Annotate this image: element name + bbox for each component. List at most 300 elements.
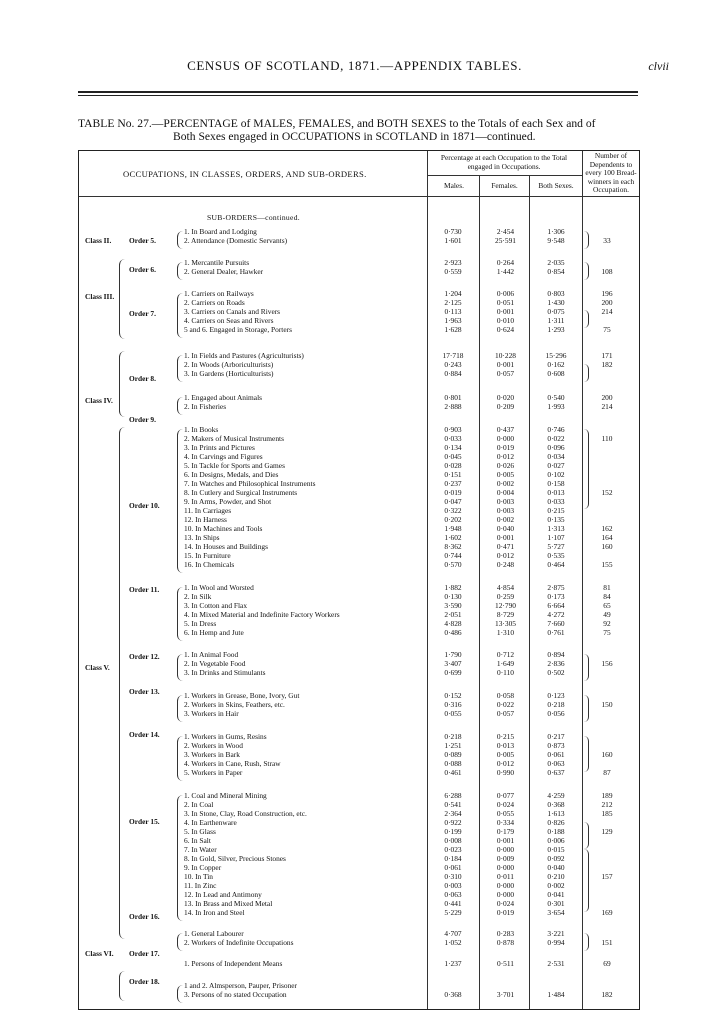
sub-order-label: 2. General Dealer, Hawker — [184, 267, 264, 276]
females-pct: 0·001 — [496, 360, 515, 369]
header-rule-thin — [78, 95, 638, 96]
females-pct: 0·003 — [496, 506, 515, 515]
sub-order-label: 5. In Dress — [184, 619, 217, 628]
order-7-brace — [177, 293, 183, 338]
order-label: Order 11. — [129, 585, 160, 594]
table-row — [79, 470, 639, 479]
table-row — [79, 461, 639, 470]
males-pct: 0·310 — [444, 872, 462, 881]
females-pct: 0·012 — [496, 551, 515, 560]
order-label: Order 8. — [129, 374, 156, 383]
dependents-header: Number of Dependents to every 100 Bread-winners in each Occupation. — [585, 151, 637, 194]
males-pct: 2·923 — [444, 258, 462, 267]
both-sexes-pct: 1·484 — [547, 990, 565, 999]
both-sexes-pct: 2·836 — [547, 659, 565, 668]
sub-order-label: 11. In Zinc — [184, 881, 217, 890]
order-18-brace — [177, 985, 183, 1003]
sub-order-label: 16. In Chemicals — [184, 560, 235, 569]
table-row — [79, 650, 639, 659]
table-row — [79, 258, 639, 267]
sub-order-label: 6. In Hemp and Jute — [184, 628, 244, 637]
males-pct: 4·828 — [444, 619, 462, 628]
females-pct: 0·010 — [496, 316, 515, 325]
order-label: Order 7. — [129, 309, 156, 318]
females-pct: 0·000 — [496, 881, 515, 890]
both-sexes-pct: 0·873 — [547, 741, 565, 750]
males-pct: 0·316 — [444, 700, 462, 709]
table-row — [79, 709, 639, 718]
both-sexes-pct: 7·660 — [547, 619, 565, 628]
males-pct: 0·322 — [444, 506, 462, 515]
sub-order-label: 13. In Brass and Mixed Metal — [184, 899, 273, 908]
females-pct: 0·000 — [496, 890, 515, 899]
females-pct: 0·000 — [496, 845, 515, 854]
sub-order-label: 14. In Houses and Buildings — [184, 542, 268, 551]
sub-order-label: 4. In Earthenware — [184, 818, 237, 827]
order-label: Order 6. — [129, 265, 156, 274]
both-sexes-pct: 0·464 — [547, 560, 565, 569]
both-sexes-pct: 0·535 — [547, 551, 565, 560]
sub-order-label: 9. In Copper — [184, 863, 222, 872]
pct-header-rule — [427, 175, 582, 176]
table-row — [79, 959, 639, 968]
males-pct: 0·061 — [444, 863, 462, 872]
both-sexes-pct: 0·854 — [547, 267, 565, 276]
males-pct: 2·888 — [444, 402, 462, 411]
sub-order-label: 5. Workers in Paper — [184, 768, 243, 777]
females-pct: 0·209 — [496, 402, 515, 411]
class-label: Class IV. — [85, 396, 113, 405]
females-pct: 0·057 — [496, 369, 515, 378]
both-sexes-pct: 0·502 — [547, 668, 565, 677]
males-pct: 2·051 — [444, 610, 462, 619]
females-pct: 0·878 — [496, 938, 515, 947]
males-pct: 0·130 — [444, 592, 462, 601]
both-sexes-pct: 2·875 — [547, 583, 565, 592]
females-pct: 0·040 — [496, 524, 515, 533]
both-sexes-pct: 0·301 — [547, 899, 565, 908]
table-row — [79, 845, 639, 854]
dependents-value: 214 — [601, 402, 613, 411]
males-pct: 1·628 — [444, 325, 462, 334]
females-pct: 0·024 — [496, 800, 515, 809]
table-title-line1: TABLE No. 27.—PERCENTAGE of MALES, FEMALES, and BOTH SEXES to the Totals of each Sex and of — [78, 117, 596, 130]
dependents-value: 189 — [601, 791, 613, 800]
males-pct: 0·730 — [444, 227, 462, 236]
sub-order-label: 3. In Prints and Pictures — [184, 443, 255, 452]
both-sexes-pct: 0·102 — [547, 470, 565, 479]
sub-order-label: 12. In Lead and Antimony — [184, 890, 262, 899]
females-pct: 0·026 — [496, 461, 515, 470]
dependents-value: 110 — [601, 434, 613, 443]
dependents-value: 33 — [603, 236, 611, 245]
males-pct: 0·243 — [444, 360, 462, 369]
females-pct: 0·012 — [496, 759, 515, 768]
table-row — [79, 691, 639, 700]
females-pct: 0·005 — [496, 750, 515, 759]
table-row — [79, 393, 639, 402]
females-pct: 0·022 — [496, 700, 515, 709]
males-pct: 0·202 — [444, 515, 462, 524]
sub-order-label: 2. In Vegetable Food — [184, 659, 246, 668]
females-pct: 0·019 — [496, 443, 515, 452]
table-row — [79, 488, 639, 497]
sub-order-label: 1. Coal and Mineral Mining — [184, 791, 267, 800]
both-sexes-pct: 2·035 — [547, 258, 565, 267]
sub-order-label: 5. In Tackle for Sports and Games — [184, 461, 285, 470]
both-sexes-pct: 0·162 — [547, 360, 565, 369]
males-pct: 4·707 — [444, 929, 462, 938]
males-pct: 0·023 — [444, 845, 462, 854]
males-pct: 1·251 — [444, 741, 462, 750]
both-sexes-pct: 1·306 — [547, 227, 565, 236]
both-sexes-pct: 1·313 — [547, 524, 565, 533]
both-sexes-pct: 0·158 — [547, 479, 565, 488]
females-pct: 0·001 — [496, 307, 515, 316]
females-pct: 4·854 — [496, 583, 515, 592]
dependents-value: 185 — [601, 809, 613, 818]
both-sexes-pct: 0·034 — [547, 452, 565, 461]
males-pct: 0·008 — [444, 836, 462, 845]
both-sexes-pct: 3·654 — [547, 908, 565, 917]
both-sexes-pct: 0·061 — [547, 750, 565, 759]
both-sexes-pct: 0·217 — [547, 732, 565, 741]
males-pct: 0·237 — [444, 479, 462, 488]
females-pct: 0·215 — [496, 732, 515, 741]
sub-order-label: 2. Workers of Indefinite Occupations — [184, 938, 294, 947]
table-row — [79, 351, 639, 360]
males-pct: 1·790 — [444, 650, 462, 659]
females-pct: 1·649 — [496, 659, 515, 668]
dependents-value: 196 — [601, 289, 613, 298]
running-title: CENSUS OF SCOTLAND, 1871.—APPENDIX TABLES. — [187, 58, 522, 73]
females-pct: 0·000 — [496, 434, 515, 443]
order-label: Order 17. — [129, 949, 160, 958]
dep-brace-order7 — [584, 310, 589, 328]
both-sexes-pct: 0·006 — [547, 836, 565, 845]
sub-order-label: 3. In Drinks and Stimulants — [184, 668, 266, 677]
table-row — [79, 551, 639, 560]
females-pct: 0·058 — [496, 691, 515, 700]
table-row — [79, 452, 639, 461]
sub-order-label: 4. Workers in Cane, Rush, Straw — [184, 759, 281, 768]
females-pct: 0·001 — [496, 533, 515, 542]
dependents-value: 108 — [601, 267, 613, 276]
order-label: Order 14. — [129, 730, 160, 739]
males-pct: 0·089 — [444, 750, 462, 759]
sub-order-label: 5. In Glass — [184, 827, 216, 836]
sub-order-label: 5 and 6. Engaged in Storage, Porters — [184, 325, 292, 334]
sub-order-label: 1. Carriers on Railways — [184, 289, 254, 298]
table-row — [79, 592, 639, 601]
males-pct: 0·199 — [444, 827, 462, 836]
males-pct: 0·088 — [444, 759, 462, 768]
males-pct: 1·963 — [444, 316, 462, 325]
females-pct: 0·009 — [496, 854, 515, 863]
class-iii-brace — [119, 259, 125, 339]
males-header: Males. — [444, 181, 464, 190]
males-pct: 17·718 — [442, 351, 464, 360]
males-pct: 0·541 — [444, 800, 462, 809]
both-sexes-pct: 0·013 — [547, 488, 565, 497]
both-sexes-pct: 0·027 — [547, 461, 565, 470]
sub-order-label: 14. In Iron and Steel — [184, 908, 245, 917]
females-header: Females. — [491, 181, 518, 190]
table-row — [79, 425, 639, 434]
females-pct: 10·228 — [495, 351, 516, 360]
dependents-value: 160 — [601, 750, 613, 759]
males-pct: 1·601 — [444, 236, 462, 245]
dependents-value: 160 — [601, 542, 613, 551]
dependents-value: 75 — [603, 628, 611, 637]
females-pct: 0·051 — [496, 298, 515, 307]
table-row — [79, 700, 639, 709]
sub-order-label: 12. In Harness — [184, 515, 227, 524]
sub-order-label: 2. Workers in Wood — [184, 741, 243, 750]
dependents-value: 157 — [601, 872, 613, 881]
males-pct: 0·047 — [444, 497, 462, 506]
dependents-value: 152 — [601, 488, 613, 497]
both-sexes-pct: 4·272 — [547, 610, 565, 619]
males-pct: 3·407 — [444, 659, 462, 668]
table-title-line2: Both Sexes engaged in OCCUPATIONS in SCOTLAND in 1871—continued. — [173, 130, 536, 143]
table-row — [79, 759, 639, 768]
males-pct: 1·882 — [444, 583, 462, 592]
table-row — [79, 533, 639, 542]
sub-order-label: 8. In Cutlery and Surgical Instruments — [184, 488, 298, 497]
sub-order-label: 7. In Watches and Philosophical Instruments — [184, 479, 316, 488]
sub-order-label: 4. In Mixed Material and Indefinite Factory Workers — [184, 610, 340, 619]
dependents-value: 129 — [601, 827, 613, 836]
males-pct: 0·441 — [444, 899, 462, 908]
females-pct: 1·310 — [496, 628, 515, 637]
females-pct: 0·248 — [496, 560, 515, 569]
both-sexes-pct: 0·188 — [547, 827, 565, 836]
table-row — [79, 325, 639, 334]
males-pct: 0·461 — [444, 768, 462, 777]
dependents-value: 69 — [603, 959, 611, 968]
females-pct: 0·624 — [496, 325, 515, 334]
males-pct: 0·113 — [444, 307, 462, 316]
sub-order-label: 9. In Arms, Powder, and Shot — [184, 497, 272, 506]
table-row — [79, 628, 639, 637]
sub-order-label: 3. In Gardens (Horticulturists) — [184, 369, 274, 378]
order-label: Order 9. — [129, 415, 156, 424]
both-sexes-pct: 0·218 — [547, 700, 565, 709]
order-label: Order 10. — [129, 501, 160, 510]
class-label: Class II. — [85, 236, 112, 245]
sub-order-label: 1. In Animal Food — [184, 650, 239, 659]
females-pct: 0·712 — [496, 650, 515, 659]
order-label: Order 5. — [129, 236, 156, 245]
dep-brace-order14 — [584, 736, 589, 772]
males-pct: 1·948 — [444, 524, 462, 533]
order-9-brace — [177, 397, 183, 415]
sub-order-label: 2. Attendance (Domestic Servants) — [184, 236, 288, 245]
sub-order-label: 4. In Carvings and Figures — [184, 452, 263, 461]
both-sexes-pct: 5·727 — [547, 542, 565, 551]
table-row — [79, 863, 639, 872]
dependents-value: 200 — [601, 393, 613, 402]
table-row — [79, 836, 639, 845]
both-sexes-pct: 0·096 — [547, 443, 565, 452]
males-pct: 0·003 — [444, 881, 462, 890]
table-row — [79, 610, 639, 619]
sub-order-label: 2. In Woods (Arboriculturists) — [184, 360, 274, 369]
sub-order-label: 3. In Stone, Clay, Road Construction, etc. — [184, 809, 307, 818]
both-sexes-pct: 3·221 — [547, 929, 565, 938]
males-pct: 1·052 — [444, 938, 462, 947]
females-pct: 0·002 — [496, 515, 515, 524]
males-pct: 0·151 — [444, 470, 462, 479]
both-sexes-pct: 0·135 — [547, 515, 565, 524]
males-pct: 2·125 — [444, 298, 462, 307]
females-pct: 0·110 — [497, 668, 514, 677]
females-pct: 0·437 — [496, 425, 515, 434]
dependents-value: 87 — [603, 768, 611, 777]
table-row — [79, 990, 639, 999]
page-header — [0, 58, 709, 82]
table-row — [79, 443, 639, 452]
table-row — [79, 741, 639, 750]
both-sexes-pct: 0·015 — [547, 845, 565, 854]
males-pct: 1·204 — [444, 289, 462, 298]
both-sexes-pct: 1·311 — [547, 316, 565, 325]
both-sexes-pct: 0·075 — [547, 307, 565, 316]
females-pct: 0·334 — [496, 818, 515, 827]
table-row — [79, 515, 639, 524]
both-sexes-pct: 1·107 — [547, 533, 565, 542]
table-row — [79, 800, 639, 809]
dep-brace-order15a — [584, 822, 589, 849]
sub-order-label: 10. In Tin — [184, 872, 213, 881]
header-rule-thick — [78, 91, 638, 93]
table-row — [79, 750, 639, 759]
both-sexes-pct: 0·173 — [547, 592, 565, 601]
table-row — [79, 899, 639, 908]
dependents-value: 212 — [601, 800, 613, 809]
dep-brace-order5 — [584, 231, 589, 249]
sub-order-label: 2. In Coal — [184, 800, 214, 809]
males-pct: 0·055 — [444, 709, 462, 718]
page-number: clvii — [648, 59, 669, 73]
table-row — [79, 506, 639, 515]
order-label: Order 16. — [129, 912, 160, 921]
females-pct: 8·729 — [496, 610, 515, 619]
sub-order-label: 13. In Ships — [184, 533, 220, 542]
both-sexes-pct: 0·761 — [547, 628, 565, 637]
sub-order-label: 6. In Designs, Medals, and Dies — [184, 470, 279, 479]
table-row — [79, 768, 639, 777]
males-pct: 0·922 — [444, 818, 462, 827]
females-pct: 0·024 — [496, 899, 515, 908]
sub-order-label: 1. In Fields and Pastures (Agriculturists) — [184, 351, 304, 360]
both-sexes-pct: 0·123 — [547, 691, 565, 700]
dependents-value: 214 — [601, 307, 613, 316]
males-pct: 0·699 — [444, 668, 462, 677]
dependents-value: 49 — [603, 610, 611, 619]
males-pct: 8·362 — [444, 542, 462, 551]
order-label: Order 18. — [129, 977, 160, 986]
females-pct: 0·259 — [496, 592, 515, 601]
both-sexes-pct: 6·664 — [547, 601, 565, 610]
females-pct: 0·006 — [496, 289, 515, 298]
males-pct: 0·486 — [444, 628, 462, 637]
order-14-brace — [177, 736, 183, 781]
order-label: Order 12. — [129, 652, 160, 661]
both-sexes-pct: 0·826 — [547, 818, 565, 827]
males-pct: 0·152 — [444, 691, 462, 700]
sub-order-label: 1. Engaged about Animals — [184, 393, 262, 402]
sub-order-label: 2. Makers of Musical Instruments — [184, 434, 284, 443]
table-row — [79, 434, 639, 443]
table-title — [78, 117, 643, 143]
table-row — [79, 601, 639, 610]
females-pct: 0·001 — [496, 836, 515, 845]
table-row — [79, 289, 639, 298]
males-pct: 2·364 — [444, 809, 462, 818]
both-sexes-pct: 1·430 — [547, 298, 565, 307]
occupations-column-header: OCCUPATIONS, IN CLASSES, ORDERS, AND SUB-ORDERS. — [123, 169, 367, 179]
sub-order-label: 1. In Wool and Worsted — [184, 583, 254, 592]
sub-order-label: 1. Workers in Grease, Bone, Ivory, Gut — [184, 691, 300, 700]
dependents-value: 164 — [601, 533, 613, 542]
table-row — [79, 267, 639, 276]
sub-order-label: 2. Workers in Skins, Feathers, etc. — [184, 700, 285, 709]
table-row — [79, 890, 639, 899]
males-pct: 0·033 — [444, 434, 462, 443]
males-pct: 0·028 — [444, 461, 462, 470]
table-row — [79, 298, 639, 307]
females-pct: 0·264 — [496, 258, 515, 267]
both-sexes-pct: 0·746 — [547, 425, 565, 434]
females-pct: 12·790 — [495, 601, 516, 610]
sub-order-label: 3. Persons of no stated Occupation — [184, 990, 287, 999]
table-row — [79, 668, 639, 677]
both-sexes-pct: 0·994 — [547, 938, 565, 947]
order-label: Order 15. — [129, 817, 160, 826]
dep-brace-order13 — [584, 695, 589, 722]
males-pct: 0·368 — [444, 990, 462, 999]
order-label: Order 13. — [129, 687, 160, 696]
both-sexes-pct: 0·368 — [547, 800, 565, 809]
dependents-value: 75 — [603, 325, 611, 334]
both-sexes-pct: 9·548 — [547, 236, 565, 245]
males-pct: 3·590 — [444, 601, 462, 610]
section-heading: SUB-ORDERS—continued. — [207, 213, 300, 222]
dep-brace-order15b — [584, 849, 589, 912]
males-pct: 6·288 — [444, 791, 462, 800]
table-row — [79, 872, 639, 881]
sub-order-label: 3. In Cotton and Flax — [184, 601, 248, 610]
females-pct: 3·701 — [496, 990, 515, 999]
sub-order-label: 3. Workers in Bark — [184, 750, 240, 759]
class-label: Class V. — [85, 663, 110, 672]
dependents-value: 150 — [601, 700, 613, 709]
sub-order-label: 1 and 2. Almsperson, Pauper, Prisoner — [184, 981, 298, 990]
males-pct: 0·801 — [444, 393, 462, 402]
header-bottom-rule — [79, 196, 639, 197]
table-row — [79, 307, 639, 316]
females-pct: 0·055 — [496, 809, 515, 818]
both-sexes-header: Both Sexes. — [538, 181, 574, 190]
both-sexes-pct: 1·993 — [547, 402, 565, 411]
both-sexes-pct: 1·293 — [547, 325, 565, 334]
males-pct: 0·218 — [444, 732, 462, 741]
sub-order-label: 1. In Books — [184, 425, 219, 434]
table-row — [79, 497, 639, 506]
females-pct: 2·454 — [496, 227, 515, 236]
